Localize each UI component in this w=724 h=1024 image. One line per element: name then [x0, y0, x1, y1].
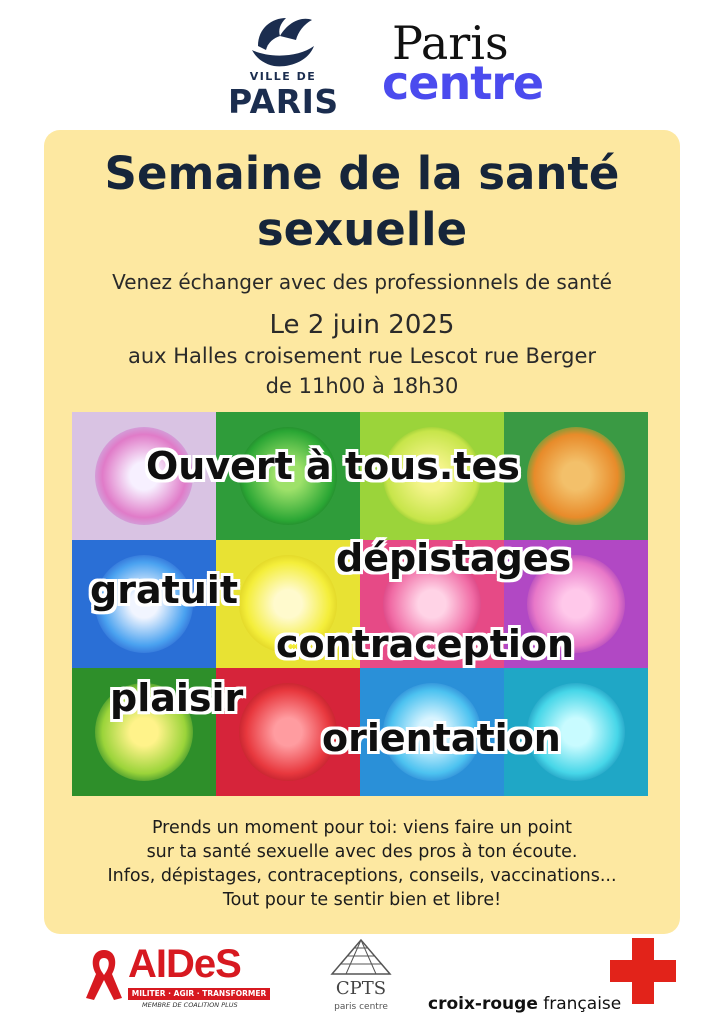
- event-location: aux Halles croisement rue Lescot rue Berger: [127, 344, 597, 368]
- condom-packets-photo: [72, 412, 648, 796]
- paris-boat-icon: [228, 6, 338, 72]
- paris-centre-line2: centre: [382, 56, 544, 110]
- ville-de-paris-logo: [228, 6, 339, 121]
- paris-centre-logo: [382, 16, 572, 116]
- message-line-3: Infos, dépistages, contraceptions, conseils, vaccinations...: [107, 866, 617, 886]
- cpts-name: CPTS: [335, 978, 387, 999]
- message-line-4: Tout pour te sentir bien et libre!: [222, 890, 502, 910]
- aides-name: AIDeS: [128, 942, 241, 986]
- word-contraception: contraception: [276, 622, 575, 666]
- message-line-1: Prends un moment pour toi: viens faire un point: [151, 818, 573, 838]
- ville-de-label: VILLE DE: [249, 70, 317, 83]
- event-subtitle: Venez échanger avec des professionnels de santé: [112, 270, 612, 294]
- event-title: [44, 146, 680, 258]
- paris-label: PARIS: [228, 82, 339, 121]
- title-line-1: Semaine de la santé: [104, 147, 620, 200]
- paris-centre-line1: Paris: [392, 16, 509, 70]
- word-orientation: orientation: [322, 716, 561, 760]
- event-date: Le 2 juin 2025: [269, 310, 455, 340]
- word-pleasure: plaisir: [110, 676, 244, 720]
- word-screening: dépistages: [336, 536, 572, 580]
- title-line-2: sexuelle: [256, 203, 468, 256]
- pyramid-icon: [326, 936, 396, 976]
- croix-rouge-name: croix-rouge: [428, 994, 538, 1014]
- cpts-logo: [326, 936, 396, 1022]
- red-ribbon-icon: [82, 944, 126, 1004]
- message-line-2: sur ta santé sexuelle avec des pros à ton écoute.: [146, 842, 578, 862]
- croix-rouge-name-2: française: [543, 994, 622, 1014]
- event-hours: de 11h00 à 18h30: [265, 374, 459, 398]
- croix-rouge-logo: [428, 938, 678, 1018]
- packet-tile: [504, 412, 648, 540]
- word-open-to-all: Ouvert à tous.tes: [146, 444, 520, 488]
- word-free: gratuit: [90, 568, 238, 612]
- aides-tagline: MILITER · AGIR · TRANSFORMER: [128, 988, 270, 1000]
- aides-member: MEMBRE DE COALITION PLUS: [142, 1001, 238, 1009]
- aides-logo: [82, 942, 282, 1012]
- cpts-sub: paris centre: [334, 1002, 388, 1012]
